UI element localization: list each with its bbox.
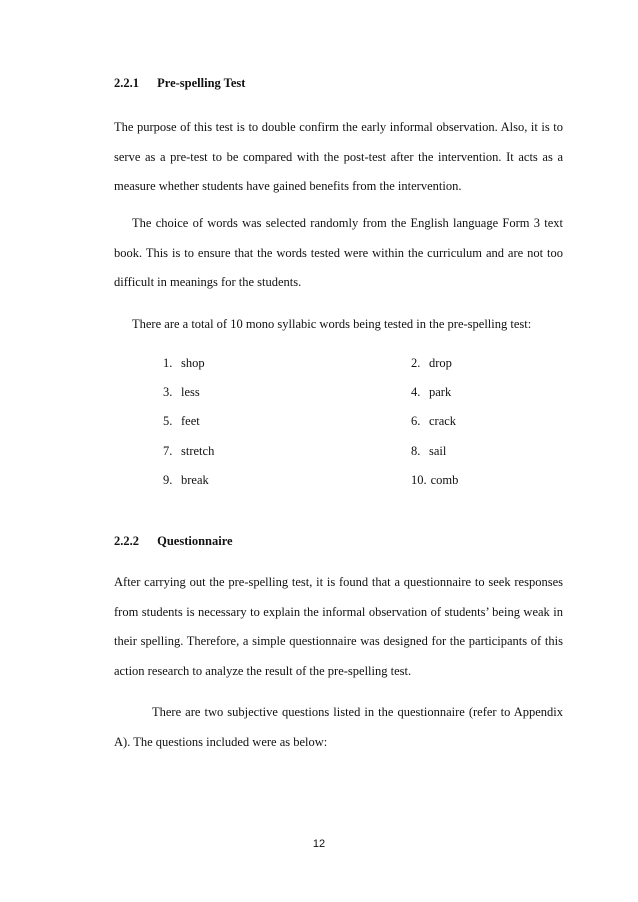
- list-item: 3. less: [163, 385, 200, 399]
- paragraph-questionnaire-reason: After carrying out the pre-spelling test, it is found that a questionnaire to seek responses from students is necessary to explain the informal observation of students’ being weak in their spelling. Therefore, a simple questionnaire was designed for the participants of this action research to analyze the result of the pre-spelling test.: [114, 575, 563, 678]
- section-title: Pre-spelling Test: [157, 76, 246, 90]
- list-item: 4. park: [411, 385, 452, 399]
- list-item: 10. comb: [411, 473, 459, 487]
- list-item: 2. drop: [411, 356, 452, 370]
- list-item: 5. feet: [163, 414, 200, 428]
- page-number: 12: [312, 838, 326, 850]
- paragraph-purpose: The purpose of this test is to double confirm the early informal observation. Also, it is to serve as a pre-test to be compared with the post-test after the intervention. It acts as a measure whether students have gained benefits from the intervention.: [114, 120, 563, 193]
- paragraph-questions-intro: There are two subjective questions listed in the questionnaire (refer to Appendix A). The questions included were as below:: [114, 705, 563, 749]
- list-item: 6. crack: [411, 414, 457, 428]
- section-title: Questionnaire: [157, 534, 233, 548]
- list-item: 7. stretch: [163, 444, 215, 458]
- list-item: 1. shop: [163, 356, 205, 370]
- paragraph-word-count: There are a total of 10 mono syllabic words being tested in the pre-spelling test:: [132, 317, 532, 331]
- list-item: 8. sail: [411, 444, 447, 458]
- section-number: 2.2.2: [114, 534, 139, 548]
- section-heading-2-2-1: [114, 76, 245, 91]
- section-number: 2.2.1: [114, 76, 139, 90]
- section-heading-2-2-2: [114, 534, 233, 549]
- paragraph-word-choice: The choice of words was selected randomly from the English language Form 3 text book. This is to ensure that the words tested were within the curriculum and are not too difficult in meanings for the students.: [114, 216, 563, 289]
- list-item: 9. break: [163, 473, 209, 487]
